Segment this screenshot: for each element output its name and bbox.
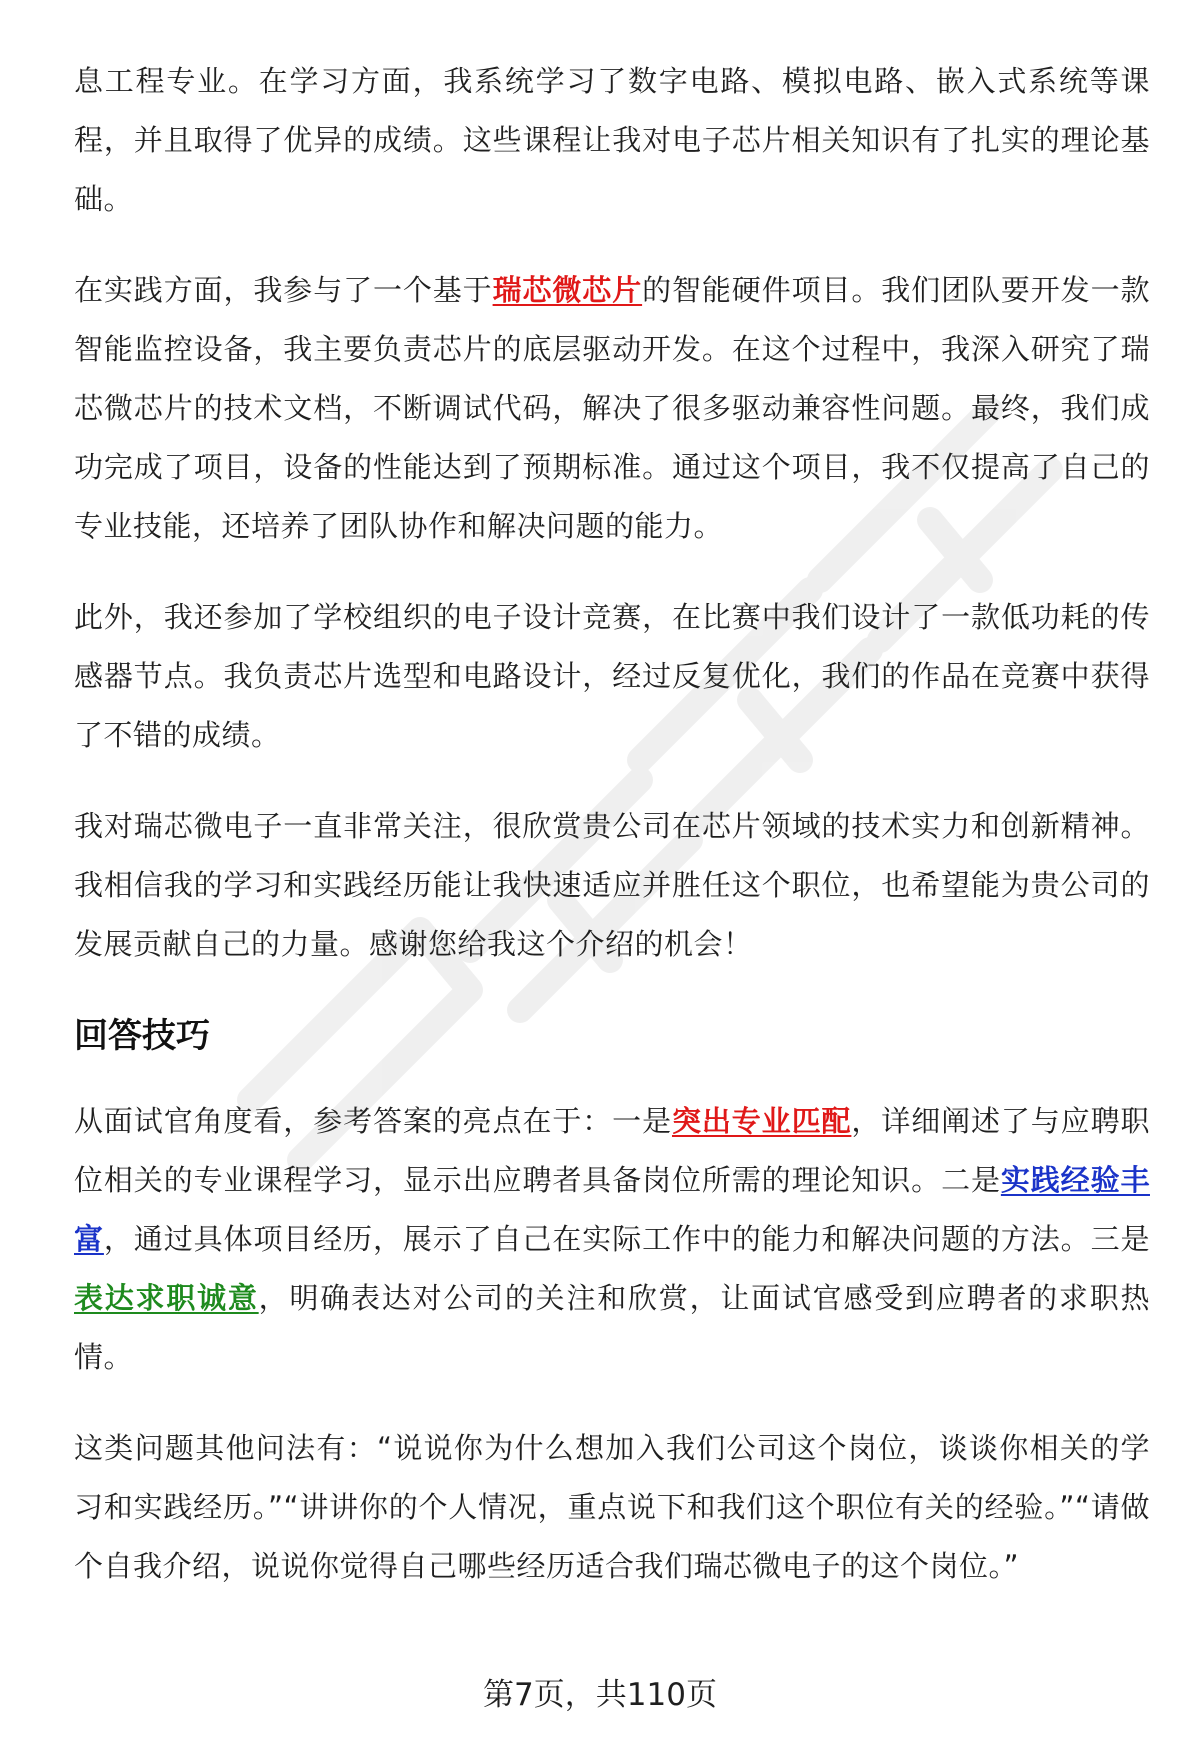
highlight-job-sincerity: 表达求职诚意 <box>74 1281 259 1315</box>
paragraph-alternative-questions: 这类问题其他问法有：“说说你为什么想加入我们公司这个岗位，谈谈你相关的学习和实践经历。”“讲讲你的个人情况，重点说下和我们这个职位有关的经验。”“请做个自我介绍，说说你觉得自己哪些经历适合我们瑞芯微电子的这个岗位。” <box>74 1431 1150 1583</box>
highlight-chip-name: 瑞芯微芯片 <box>492 273 643 307</box>
paragraph-text: 从面试官角度看，参考答案的亮点在于：一是 <box>74 1104 672 1138</box>
paragraph-text: ，明确表达对公司的关注和欣赏，让面试官感受到应聘者的求职热情。 <box>74 1281 1150 1374</box>
paragraph-tips <box>74 1092 1150 1387</box>
page-number: 第7页，共110页 <box>483 1677 717 1713</box>
paragraph-competition: 此外，我还参加了学校组织的电子设计竞赛，在比赛中我们设计了一款低功耗的传感器节点。我负责芯片选型和电路设计，经过反复优化，我们的作品在竞赛中获得了不错的成绩。 <box>74 600 1150 752</box>
paragraph-text: 在实践方面，我参与了一个基于 <box>74 273 493 307</box>
paragraph-practice <box>74 261 1150 556</box>
paragraph-text: ，通过具体项目经历，展示了自己在实际工作中的能力和解决问题的方法。三是 <box>103 1222 1150 1256</box>
paragraph-text: ，详细阐述了与应聘职位相关的专业课程学习，显示出应聘者具备岗位所需的理论知识。二是 <box>74 1104 1150 1197</box>
paragraph-closing: 我对瑞芯微电子一直非常关注，很欣赏贵公司在芯片领域的技术实力和创新精神。我相信我的学习和实践经历能让我快速适应并胜任这个职位，也希望能为贵公司的发展贡献自己的力量。感谢您给我这个介绍的机会！ <box>74 809 1150 961</box>
highlight-professional-match: 突出专业匹配 <box>671 1104 852 1138</box>
paragraph-education: 息工程专业。在学习方面，我系统学习了数字电路、模拟电路、嵌入式系统等课程，并且取得了优异的成绩。这些课程让我对电子芯片相关知识有了扎实的理论基础。 <box>74 64 1150 216</box>
section-heading: 回答技巧 <box>74 1016 210 1056</box>
highlight-practical-experience: 实践经验丰富 <box>74 1163 1150 1256</box>
paragraph-text: 的智能硬件项目。我们团队要开发一款智能监控设备，我主要负责芯片的底层驱动开发。在这个过程中，我深入研究了瑞芯微芯片的技术文档，不断调试代码，解决了很多驱动兼容性问题。最终，我们成功完成了项目，设备的性能达到了预期标准。通过这个项目，我不仅提高了自己的专业技能，还培养了团队协作和解决问题的能力。 <box>74 273 1150 543</box>
document-body <box>74 52 1150 1628</box>
